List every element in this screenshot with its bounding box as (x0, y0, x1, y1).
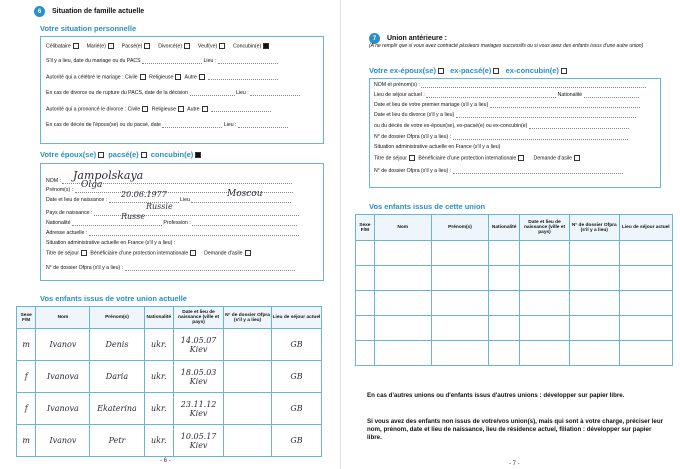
dependent-children-paragraph: Si vous avez des enfants non issus de votre/vos union(s), mais qui sont à votre charge, préciser leur nom, prénom, date et lieu de naissance, lieu de résidence actuel, filiation : développer sur papier libre. (367, 418, 664, 441)
ex-asile-label: Demande d'asile (533, 155, 573, 162)
status-option-label: Marié(e) (86, 43, 106, 50)
spouse-nationalite-value: Russe (121, 212, 146, 221)
table-cell[interactable] (569, 291, 619, 316)
table-cell[interactable] (569, 266, 619, 291)
asile-checkbox[interactable] (245, 250, 251, 256)
table-cell-naissance: 18.05.03 Kiev (174, 361, 224, 393)
ex-first-marriage-label: Date et lieu de votre premier mariage (s'il y a lieu) (374, 102, 489, 108)
table-row (17, 425, 322, 457)
table-cell-naissance: 23.11.12 Kiev (174, 393, 224, 425)
column-header: N° de dossier Ofpra (s'il y a lieu) (224, 307, 272, 329)
table-cell-nom: Ivanov (36, 425, 90, 457)
table-cell-nom: Ivanova (36, 361, 90, 393)
section-7-note: (A ne remplir que si vous avez contracté plusieurs mariages successifs ou si vous avez des enfants issus d'une autre union) (369, 43, 644, 49)
table-cell[interactable] (489, 241, 520, 266)
lieu-label: Lieu : (203, 58, 217, 64)
nationalite-label: Nationalité (46, 220, 71, 226)
ex-death-label: ou du décès de votre ex-époux(se), ex-pacsé(e) ou ex-concubin(e) (374, 123, 528, 129)
table-cell[interactable] (569, 341, 619, 366)
civile-checkbox[interactable] (140, 74, 146, 80)
section-6-header (34, 6, 144, 17)
column-header: Prénom(s) (431, 215, 489, 241)
ex-protection-checkbox[interactable] (518, 155, 524, 161)
status-option-label: Divorcé(e) (158, 43, 183, 50)
table-row (356, 241, 673, 266)
table-cell-nat: ukr. (144, 329, 174, 361)
table-cell[interactable] (356, 266, 375, 291)
column-header: Nationalité (489, 215, 520, 241)
table-cell[interactable] (431, 341, 489, 366)
table-cell-nat: ukr. (144, 425, 174, 457)
table-cell-lieu: GB (271, 425, 321, 457)
column-header: Date et lieu de naissance (ville et pays) (520, 215, 570, 241)
column-header: Nom (36, 307, 90, 329)
right-page (340, 0, 680, 469)
column-header: Sexe F/M (356, 215, 375, 241)
ex-spouse-box (369, 78, 661, 188)
table-cell-ofpra (224, 361, 272, 393)
table-cell[interactable] (374, 291, 431, 316)
spouse-lieu-value: Moscou (227, 189, 263, 199)
current-children-table (16, 306, 322, 457)
pacse-label: pacsé(e) (108, 150, 139, 159)
table-row (17, 329, 322, 361)
divorce-authority-label: Autorité qui a prononcé le divorce : Civile (46, 106, 141, 113)
table-cell-nat: ukr. (144, 393, 174, 425)
ex-protection-label: Bénéficiaire d'une protection internationale (418, 155, 517, 162)
table-cell-lieu: GB (271, 361, 321, 393)
previous-children-title: Vos enfants issus de cette union (369, 202, 486, 211)
status-checkbox[interactable] (263, 43, 269, 49)
current-children-title: Vos enfants issus de votre union actuelle (40, 294, 187, 303)
spouse-prenom-value: Olga (81, 180, 103, 190)
ex-nom-label: NOM et prénom(s) : (374, 82, 420, 88)
table-cell-lieu: GB (271, 329, 321, 361)
table-cell[interactable] (431, 266, 489, 291)
ex-spouse-heading (369, 66, 569, 75)
table-cell[interactable] (489, 316, 520, 341)
nom-label: NOM : (46, 178, 61, 184)
ex-lieu-label: Lieu de séjour actuel : (374, 92, 425, 98)
titre-sejour-checkbox[interactable] (81, 250, 87, 256)
section-number-badge: 6 (34, 6, 45, 17)
table-cell[interactable] (356, 241, 375, 266)
table-cell-prenom: Daria (90, 361, 144, 393)
table-cell[interactable] (520, 241, 570, 266)
spouse-nom-value: Jampolskaya (73, 169, 144, 182)
table-cell-lieu: GB (271, 393, 321, 425)
section-7-title: Union antérieure : (387, 35, 447, 42)
table-cell[interactable] (374, 241, 431, 266)
table-cell-nom: Ivanova (36, 393, 90, 425)
table-row (356, 341, 673, 366)
dob-lieu-label: Lieu (180, 197, 190, 203)
prenoms-label: Prénom(s) : (46, 187, 74, 193)
section-number-badge-7: 7 (369, 33, 380, 44)
table-cell-ofpra (224, 329, 272, 361)
protection-checkbox[interactable] (190, 250, 196, 256)
column-header: Nom (374, 215, 431, 241)
table-cell-sexe: f (17, 393, 36, 425)
spouse-pays-value: Russie (146, 202, 173, 211)
table-row (356, 291, 673, 316)
pays-label: Pays de naissance : (46, 210, 93, 216)
table-cell-naissance: 10.05.17 Kiev (174, 425, 224, 457)
table-cell-naissance: 14.05.07 Kiev (174, 329, 224, 361)
other-unions-paragraph: En cas d'autres unions ou d'enfants issus d'autres unions : développer sur papier libre. (367, 392, 625, 399)
table-cell[interactable] (520, 291, 570, 316)
column-header: Prénom(s) (90, 307, 144, 329)
table-cell-prenom: Denis (90, 329, 144, 361)
ofpra-label: N° de dossier Ofpra (s'il y a lieu) : (46, 265, 124, 271)
page-number-6: - 6 - (160, 458, 171, 464)
dob-label: Date et lieu de naissance : (46, 197, 108, 203)
ex-titre-label: Titre de séjour (374, 155, 407, 162)
personal-situation-box (40, 36, 324, 144)
column-header: Sexe F/M (17, 307, 36, 329)
table-cell[interactable] (356, 316, 375, 341)
table-cell[interactable] (619, 291, 672, 316)
table-row (17, 361, 322, 393)
asile-label: Demande d'asile (204, 250, 243, 257)
status-option-label: Concubin(e) (232, 43, 262, 50)
status-checkbox[interactable] (108, 43, 114, 49)
table-cell[interactable] (431, 316, 489, 341)
table-cell-ofpra (224, 425, 272, 457)
status-option-label: Pacsé(e) (121, 43, 143, 50)
lieu-label-3: Lieu : (223, 122, 237, 128)
ex-titre-checkbox[interactable] (409, 155, 415, 161)
column-header: Lieu de séjour actuel (619, 215, 672, 241)
adresse-label: Adresse actuelle : (46, 230, 88, 236)
divorce-autre-checkbox[interactable] (202, 106, 208, 112)
table-cell[interactable] (619, 316, 672, 341)
profession-label: Profession : (163, 220, 191, 226)
religieuse-label: Religieuse (149, 74, 174, 81)
table-cell[interactable] (619, 266, 672, 291)
table-row (356, 266, 673, 291)
table-cell[interactable] (489, 266, 520, 291)
titre-sejour-label: Titre de séjour (46, 250, 79, 257)
table-cell-prenom: Petr (90, 425, 144, 457)
table-cell-ofpra (224, 393, 272, 425)
lieu-label-2: Lieu : (235, 90, 249, 96)
table-cell[interactable] (431, 291, 489, 316)
column-header: Nationalité (144, 307, 174, 329)
status-checkbox[interactable] (219, 43, 225, 49)
spouse-label: Votre époux(se) (40, 150, 97, 159)
personal-situation-title: Votre situation personnelle (40, 24, 137, 33)
autre-label-2: Autre (187, 106, 200, 113)
column-header: Lieu de séjour actuel (271, 307, 321, 329)
table-cell-sexe: f (17, 361, 36, 393)
table-cell-prenom: Ekaterina (90, 393, 144, 425)
concubin-label: concubin(e) (150, 150, 194, 159)
table-cell[interactable] (489, 341, 520, 366)
divorce-date-label: En cas de divorce ou de rupture du PACS, date de la décision (46, 90, 189, 96)
religieuse-checkbox[interactable] (175, 74, 181, 80)
divorce-religieuse-checkbox[interactable] (178, 106, 184, 112)
table-cell[interactable] (356, 341, 375, 366)
marriage-date-label: S'il y a lieu, date du mariage ou du PACS (46, 58, 141, 64)
table-cell[interactable] (619, 341, 672, 366)
section-title: Situation de famille actuelle (52, 8, 145, 15)
ex-divorce-label: Date et lieu du divorce (s'il y a lieu) (374, 112, 455, 118)
table-cell-nom: Ivanov (36, 329, 90, 361)
table-cell[interactable] (619, 241, 672, 266)
ex-asile-checkbox[interactable] (574, 155, 580, 161)
page-number-7: - 7 - (509, 461, 520, 467)
spouse-box (40, 163, 324, 281)
table-cell-nat: ukr. (144, 361, 174, 393)
status-checkbox[interactable] (184, 43, 190, 49)
status-options-row (46, 43, 277, 49)
ex-pacse-label: ex-pacsé(e) (450, 66, 492, 75)
table-cell[interactable] (569, 241, 619, 266)
divorce-civile-checkbox[interactable] (142, 106, 148, 112)
religieuse-label-2: Religieuse (151, 106, 176, 113)
table-cell[interactable] (356, 291, 375, 316)
table-cell[interactable] (374, 341, 431, 366)
table-row (17, 393, 322, 425)
autre-label: Autre (184, 74, 197, 81)
status-checkbox[interactable] (144, 43, 150, 49)
ex-ofpra-label: N° de dossier Ofpra (s'il y a lieu) : (374, 134, 452, 140)
ex-situation-label: Situation administrative actuelle en France (s'il y a lieu) (374, 144, 501, 150)
table-cell-sexe: m (17, 329, 36, 361)
death-date-label: En cas de décès de l'époux(se) ou du pacsé, date (46, 122, 161, 128)
table-cell[interactable] (569, 316, 619, 341)
column-header: Date et lieu de naissance (ville et pays) (174, 307, 224, 329)
ex-concubin-label: ex-concubin(e) (505, 66, 559, 75)
table-cell[interactable] (520, 266, 570, 291)
column-header: N° de dossier Ofpra (s'il y a lieu) (569, 215, 619, 241)
situation-label: Situation administrative actuelle en France (s'il y a lieu) : (46, 240, 176, 246)
spouse-heading (40, 150, 203, 159)
table-cell[interactable] (520, 316, 570, 341)
previous-children-table (355, 214, 673, 366)
table-cell[interactable] (431, 241, 489, 266)
table-row (356, 316, 673, 341)
table-cell[interactable] (374, 266, 431, 291)
status-option-label: Célibataire (46, 43, 71, 50)
protection-label: Bénéficiaire d'une protection internationale (90, 250, 189, 257)
concubin-checkbox[interactable] (195, 152, 201, 158)
table-cell-sexe: m (17, 425, 36, 457)
table-cell[interactable] (520, 341, 570, 366)
status-checkbox[interactable] (73, 43, 79, 49)
autre-checkbox[interactable] (199, 74, 205, 80)
spouse-dob-value: 20.06.1977 (121, 190, 167, 199)
marriage-authority-label: Autorité qui a célébré le mariage : Civile (46, 74, 138, 81)
ex-ofpra-label-2: N° de dossier Ofpra (s'il y a lieu) : (374, 168, 452, 174)
table-cell[interactable] (374, 316, 431, 341)
status-option-label: Veuf(ve) (197, 43, 218, 50)
ex-spouse-label: Votre ex-époux(se) (369, 66, 436, 75)
ex-nationalite-label: Nationalité (557, 92, 583, 98)
table-cell[interactable] (489, 291, 520, 316)
